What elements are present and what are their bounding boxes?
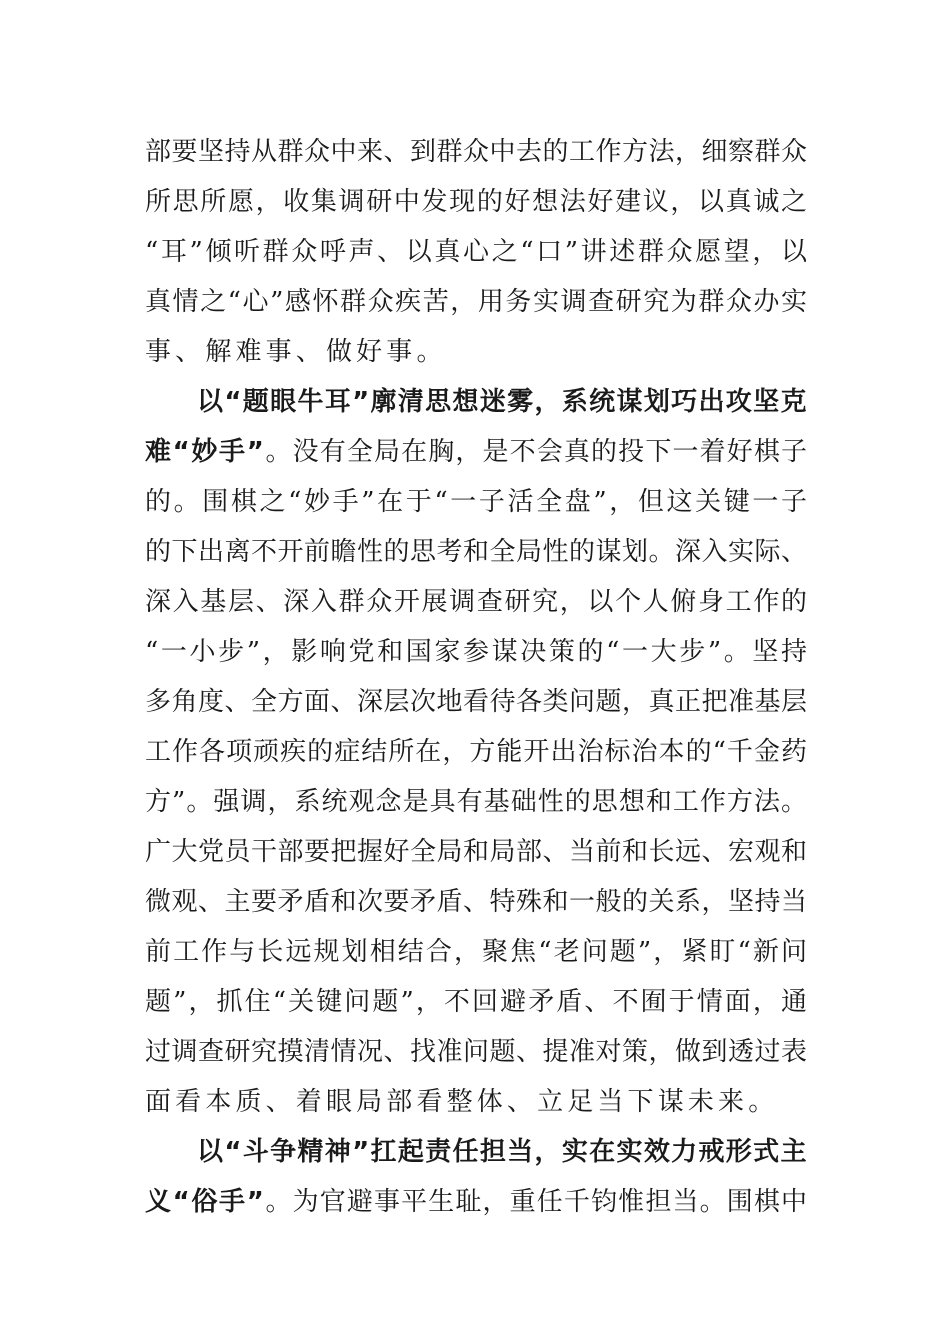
text-line: 深入基层、深入群众开展调查研究，以个人俯身工作的	[145, 587, 807, 617]
text-line: 过调查研究摸清情况、找准问题、提准对策，做到透过表	[145, 1037, 807, 1067]
text-line: 工作各项顽疾的症结所在，方能开出治标治本的“千金药	[145, 737, 807, 767]
text-line: 微观、主要矛盾和次要矛盾、特殊和一般的关系，坚持当	[145, 887, 807, 917]
text-span: 。没有全局在胸，是不会真的投下一着好棋子	[264, 437, 807, 467]
text-line: 多角度、全方面、深层次地看待各类问题，真正把准基层	[145, 687, 807, 717]
text-line: 真情之“心”感怀群众疾苦，用务实调查研究为群众办实	[145, 287, 807, 317]
text-line: 的下出离不开前瞻性的思考和全局性的谋划。深入实际、	[145, 537, 807, 567]
text-line: 事、解难事、做好事。	[145, 337, 447, 367]
text-line: “耳”倾听群众呼声、以真心之“口”讲述群众愿望，以	[145, 237, 807, 267]
text-span: 。为官避事平生耻，重任千钧惟担当。围棋中	[264, 1187, 807, 1217]
text-line: 所思所愿，收集调研中发现的好想法好建议，以真诚之	[145, 187, 807, 217]
text-line	[145, 427, 807, 477]
section-heading: 以“斗争精神”扛起责任担当，实在实效力戒形式主	[197, 1137, 807, 1167]
section-heading-tail: 难“妙手”	[145, 437, 265, 467]
section-heading: 以“题眼牛耳”廓清思想迷雾，系统谋划巧出攻坚克	[197, 387, 807, 417]
section-heading-tail: 义“俗手”	[145, 1187, 265, 1217]
text-line: 广大党员干部要把握好全局和局部、当前和长远、宏观和	[145, 837, 807, 867]
text-line: 的。围棋之“妙手”在于“一子活全盘”，但这关键一子	[145, 487, 807, 517]
text-line: 部要坚持从群众中来、到群众中去的工作方法，细察群众	[145, 137, 807, 167]
text-line: 题”，抓住“关键问题”，不回避矛盾、不囿于情面，通	[145, 987, 807, 1017]
text-line: 方”。强调，系统观念是具有基础性的思想和工作方法。	[145, 787, 807, 817]
text-line: 前工作与长远规划相结合，聚焦“老问题”，紧盯“新问	[145, 937, 807, 967]
document-page	[145, 127, 807, 1227]
text-line: “一小步”，影响党和国家参谋决策的“一大步”。坚持	[145, 637, 807, 667]
text-line: 面看本质、着眼局部看整体、立足当下谋未来。	[145, 1087, 779, 1117]
text-line	[145, 1177, 807, 1227]
